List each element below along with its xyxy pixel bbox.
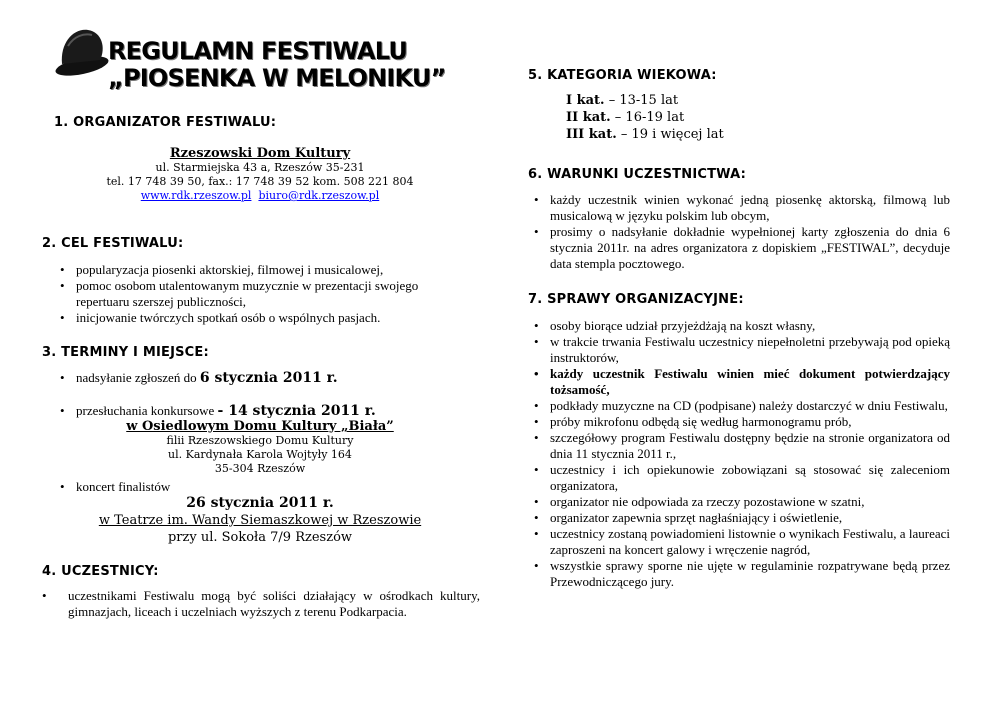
section-3-heading: 3. TERMINY I MIEJSCE: [42, 345, 209, 360]
dates-list [60, 369, 480, 387]
list-item: • w trakcie trwania Festiwalu uczestnicy niepełnoletni przebywają pod opieką instruktorów, [534, 334, 950, 366]
venue-sub-3: 35-304 Rzeszów [214, 462, 306, 475]
age-categories [566, 92, 724, 143]
bowler-hat-icon [52, 24, 112, 78]
section-1-heading: 1. ORGANIZATOR FESTIWALU: [54, 115, 277, 130]
organization-list [534, 318, 950, 590]
section-2-heading: 2. CEL FESTIWALU: [42, 236, 184, 251]
final-date: 26 stycznia 2011 r. [186, 495, 334, 511]
list-item: • popularyzacja piosenki aktorskiej, filmowej i musicalowej, [60, 262, 470, 278]
participants-list [42, 588, 480, 620]
list-item: • uczestnicy zostaną powiadomieni listownie o wynikach Festiwalu, a laureaci zaproszeni na koncert galowy i wręczenie nagród, [534, 526, 950, 558]
final-address: przy ul. Sokoła 7/9 Rzeszów [167, 530, 353, 545]
venue-name: w Osiedlowym Domu Kultury „Biała” [126, 419, 394, 434]
list-item: • pomoc osobom utalentowanym muzycznie w prezentacji swojego repertuaru szerszej publiczności, [60, 278, 470, 310]
list-item [60, 369, 480, 387]
goals-list [60, 262, 470, 326]
email-link[interactable]: biuro@rdk.rzeszow.pl [258, 189, 380, 202]
age-category: III kat. – 19 i więcej lat [566, 127, 724, 142]
section-5-heading: 5. KATEGORIA WIEKOWA: [528, 68, 717, 83]
venue-sub-1: filii Rzeszowskiego Domu Kultury [166, 434, 354, 447]
organizer-address: ul. Starmiejska 43 a, Rzeszów 35-231 [155, 161, 365, 174]
organizer-name: Rzeszowski Dom Kultury [169, 146, 351, 161]
organizer-phone: tel. 17 748 39 50, fax.: 17 748 39 52 kom. 508 221 804 [106, 175, 414, 188]
final-venue: w Teatrze im. Wandy Siemaszkowej w Rzeszowie [98, 513, 422, 528]
submission-label: nadsyłanie zgłoszeń do [76, 370, 200, 385]
auditions-label: przesłuchania konkursowe [76, 403, 218, 418]
final-list [60, 478, 480, 495]
list-item: • podkłady muzyczne na CD (podpisane) należy dostarczyć w dniu Festiwalu, [534, 398, 950, 414]
age-category: I kat. – 13-15 lat [566, 93, 679, 108]
list-item: • koncert finalistów [60, 478, 480, 495]
list-item: • organizator nie odpowiada za rzeczy pozostawione w szatni, [534, 494, 950, 510]
submission-date: 6 stycznia 2011 r. [199, 370, 338, 386]
list-item: • wszystkie sprawy sporne nie ujęte w regulaminie rozpatrywane będą przez Przewodniczącego jury. [534, 558, 950, 590]
list-item: • inicjowanie twórczych spotkań osób o wspólnych pasjach. [60, 310, 470, 326]
list-item: • szczegółowy program Festiwalu dostępny będzie na stronie organizatora od dnia 11 stycznia 2011 r., [534, 430, 950, 462]
age-category: II kat. – 16-19 lat [566, 110, 685, 125]
section-6-heading: 6. WARUNKI UCZESTNICTWA: [528, 167, 747, 182]
title-line-2: „PIOSENKA W MELONIKU” [108, 64, 446, 92]
list-item: • prosimy o nadsyłanie dokładnie wypełnionej karty zgłoszenia do dnia 6 stycznia 2011r. na adres organizatora z dopiskiem „FESTIWAL”, decyduje data stempla pocztowego. [534, 224, 950, 272]
organizer-block [40, 146, 480, 203]
list-item: • osoby biorące udział przyjeżdżają na koszt własny, [534, 318, 950, 334]
list-item: • próby mikrofonu odbędą się według harmonogramu prób, [534, 414, 950, 430]
list-item: • uczestnikami Festiwalu mogą być soliści działający w ośrodkach kultury, gimnazjach, liceach i uczelniach wyższych z terenu Podkarpacia. [42, 588, 480, 620]
venue-block [40, 419, 480, 476]
auditions-date: - 14 stycznia 2011 r. [217, 403, 376, 419]
website-link[interactable]: www.rdk.rzeszow.pl [140, 189, 252, 202]
final-block [40, 494, 480, 546]
section-7-heading: 7. SPRAWY ORGANIZACYJNE: [528, 292, 744, 307]
page-title [108, 38, 446, 92]
list-item: • uczestnicy i ich opiekunowie zobowiązani są stosować się zaleceniom organizatora, [534, 462, 950, 494]
title-line-1: REGULAMN FESTIWALU [108, 37, 408, 65]
list-item [60, 402, 480, 420]
auditions-list [60, 402, 480, 420]
section-4-heading: 4. UCZESTNICY: [42, 564, 159, 579]
venue-sub-2: ul. Kardynała Karola Wojtyły 164 [168, 448, 352, 461]
list-item: • każdy uczestnik winien wykonać jedną piosenkę aktorską, filmową lub musicalową w języku polskim lub obcym, [534, 192, 950, 224]
list-item: • organizator zapewnia sprzęt nagłaśniający i oświetlenie, [534, 510, 950, 526]
list-item: • każdy uczestnik Festiwalu winien mieć dokument potwierdzający tożsamość, [534, 366, 950, 398]
conditions-list [534, 192, 950, 272]
